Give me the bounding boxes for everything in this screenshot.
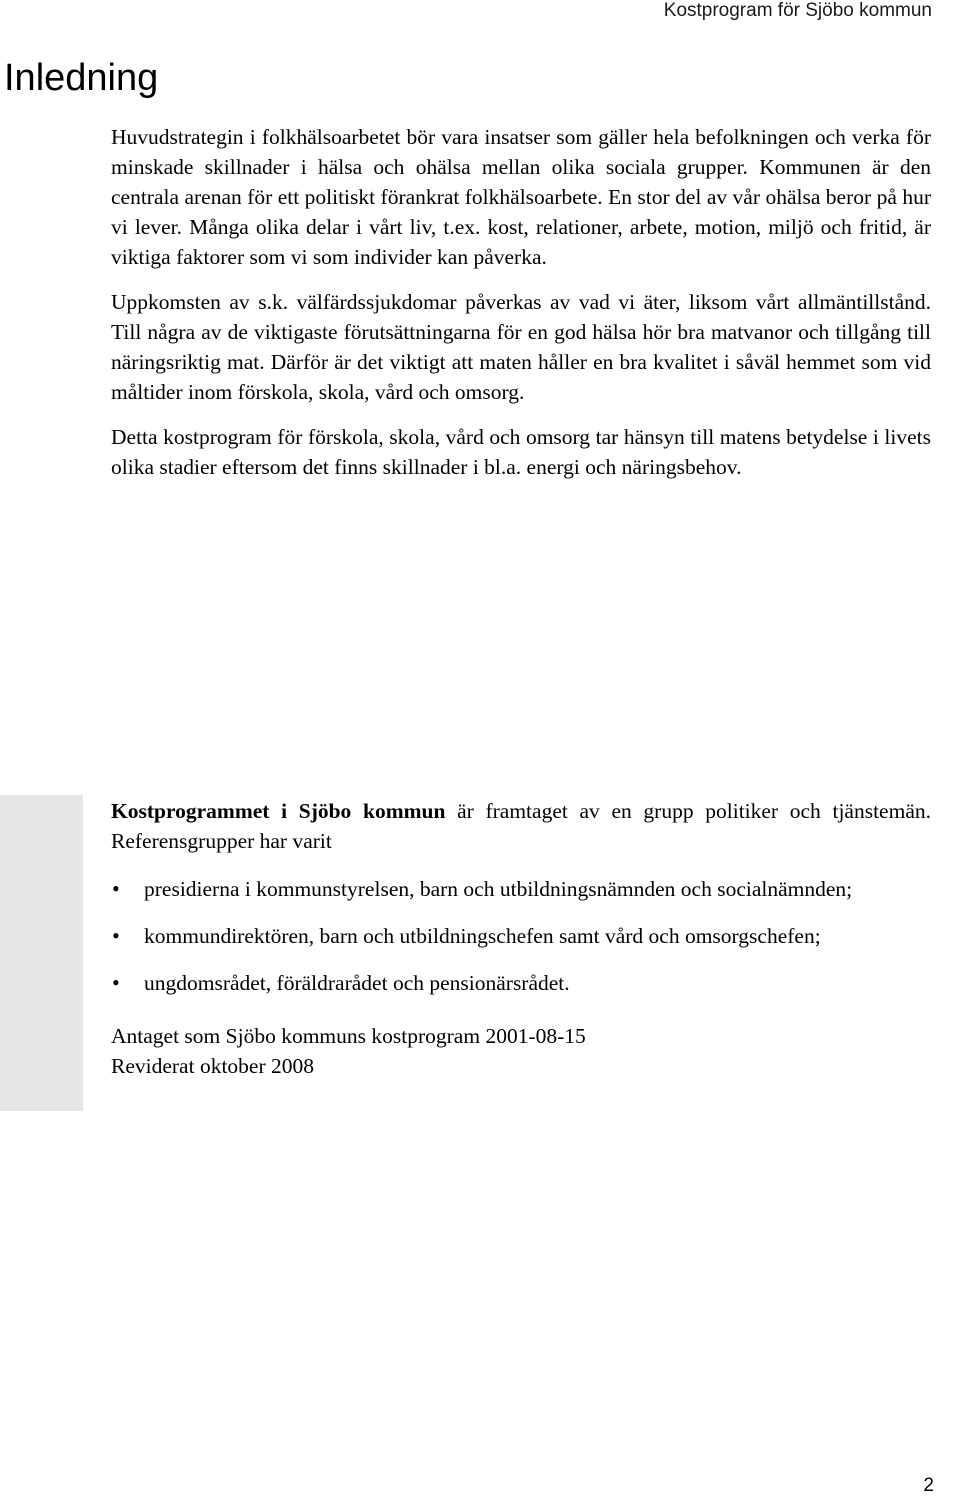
intro-paragraph: Uppkomsten av s.k. välfärdssjukdomar påverkas av vad vi äter, liksom vårt allmäntillstånd. Till några av de viktigaste förutsättningarna för en god hälsa hör bra matvanor och tillgång till näringsriktig mat. Därför är det viktigt att maten håller en bra kvalitet i såväl hemmet som vid måltider inom förskola, skola, vård och omsorg. [111,290,931,404]
bullet-icon: • [112,970,120,995]
bullet-icon: • [112,923,120,948]
page-number: 2 [923,1475,934,1496]
bullet-icon: • [112,876,120,901]
program-name: Kostprogrammet i Sjöbo kommun [111,799,446,823]
list-item [111,968,931,998]
info-lead-paragraph [111,796,931,856]
intro-paragraph: Huvudstrategin i folkhälsoarbetet bör vara insatser som gäller hela befolkningen och verka för minskade skillnader i hälsa och ohälsa mellan olika sociala grupper. Kommunen är den centrala arenan för ett politiskt förankrat folkhälsoarbete. En stor del av vår ohälsa beror på hur vi lever. Många olika delar i vårt liv, t.ex. kost, relationer, arbete, motion, miljö och fritid, är viktiga faktorer som vi som individer kan påverka. [111,125,931,269]
list-item-text: ungdomsrådet, föräldrarådet och pensionärsrådet. [144,971,570,995]
intro-section [111,122,931,497]
running-header: Kostprogram för Sjöbo kommun [663,0,932,21]
program-info-box [111,796,931,1081]
adopted-date: Antaget som Sjöbo kommuns kostprogram 2001-08-15 [111,1024,586,1048]
reference-group-list [111,874,931,998]
list-item [111,921,931,951]
list-item-text: presidierna i kommunstyrelsen, barn och utbildningsnämnden och socialnämnden; [144,877,853,901]
list-item-text: kommundirektören, barn och utbildningschefen samt vård och omsorgschefen; [144,924,821,948]
info-lead-text: är framtaget av en grupp politiker och tjänstemän. Referensgrupper har varit [111,799,931,853]
revised-date: Reviderat oktober 2008 [111,1054,315,1078]
list-item [111,874,931,904]
margin-shade-bar [0,795,83,1111]
intro-paragraph: Detta kostprogram för förskola, skola, vård och omsorg tar hänsyn till matens betydelse i livets olika stadier eftersom det finns skillnader i bl.a. energi och näringsbehov. [111,425,931,479]
page-title: Inledning [4,57,159,99]
